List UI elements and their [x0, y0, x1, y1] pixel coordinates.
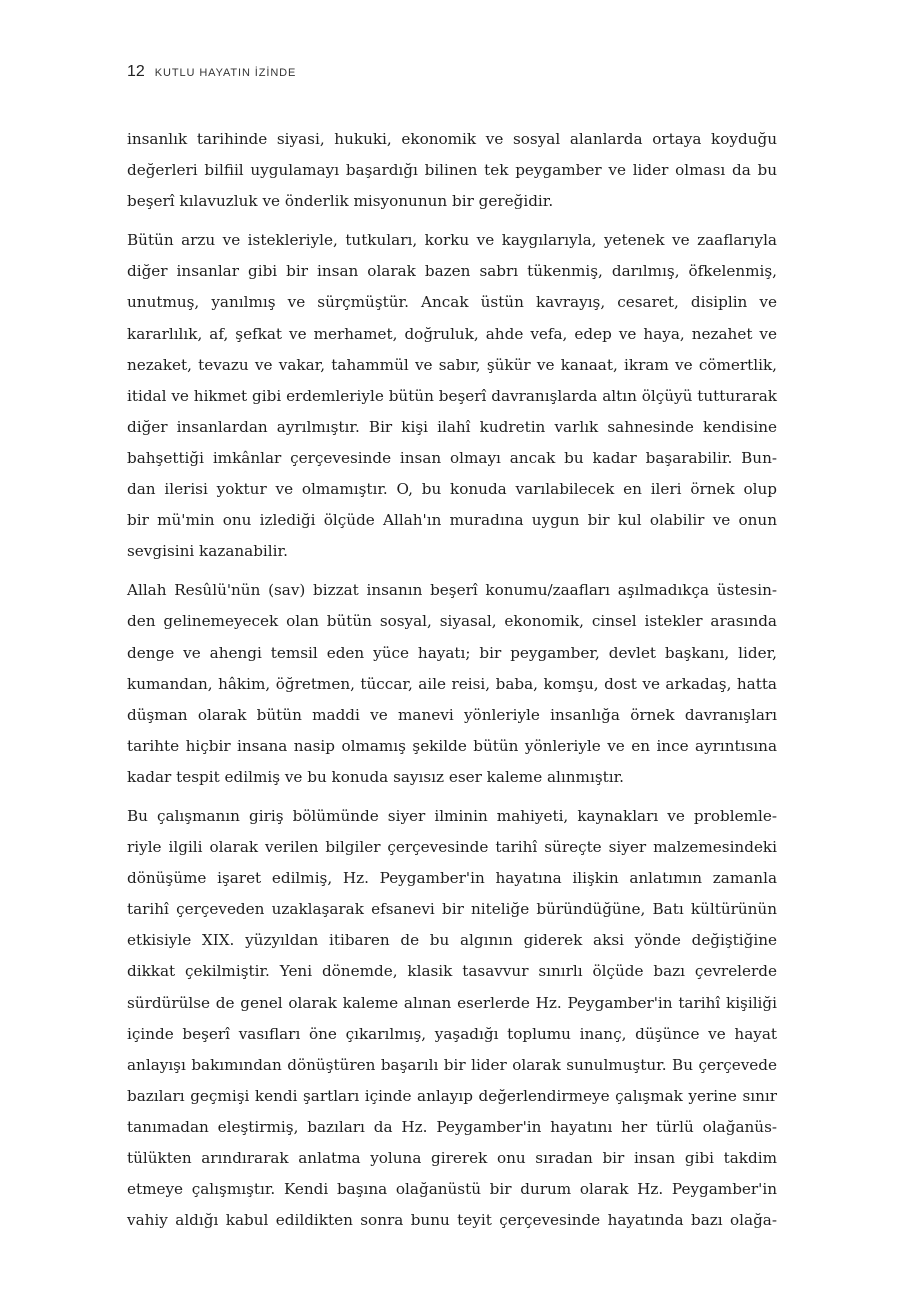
text-line: Bütün arzu ve istekleriyle, tutkuları, korku ve kaygılarıyla, yetenek ve zaaflarıyla — [127, 231, 777, 250]
text-line: etkisiyle XIX. yüzyıldan itibaren de bu algının giderek aksi yönde değiştiğine — [127, 931, 777, 950]
paragraph — [127, 801, 777, 1236]
text-line: unutmuş, yanılmış ve sürçmüştür. Ancak üstün kavrayış, cesaret, disiplin ve — [127, 293, 777, 312]
text-line: insanlık tarihinde siyasi, hukuki, ekonomik ve sosyal alanlarda ortaya koyduğu — [127, 130, 777, 148]
text-line: dan ilerisi yoktur ve olmamıştır. O, bu konuda varılabilecek en ileri örnek olup — [127, 480, 777, 499]
text-line: tarihî çerçeveden uzaklaşarak efsanevi bir niteliğe büründüğüne, Batı kültürünün — [127, 900, 777, 919]
text-line: den gelinemeyecek olan bütün sosyal, siyasal, ekonomik, cinsel istekler arasında — [127, 612, 777, 631]
text-line: kararlılık, af, şefkat ve merhamet, doğruluk, ahde vefa, edep ve haya, nezahet ve — [127, 324, 777, 343]
text-line: diğer insanlardan ayrılmıştır. Bir kişi ilahî kudretin varlık sahnesinde kendisine — [127, 417, 777, 436]
text-line: diğer insanlar gibi bir insan olarak bazen sabrı tükenmiş, darılmış, öfkelenmiş, — [127, 262, 777, 281]
text-line: Allah Resûlü'nün (sav) bizzat insanın beşerî konumu/zaafları aşılmadıkça üstesin- — [127, 581, 777, 600]
text-line: vahiy aldığı kabul edildikten sonra bunu teyit çerçevesinde hayatında bazı olağa- — [127, 1211, 777, 1230]
text-line: nezaket, tevazu ve vakar, tahammül ve sabır, şükür ve kanaat, ikram ve cömertlik, — [127, 355, 777, 374]
text-line: beşerî kılavuzluk ve önderlik misyonunun bir gereğidir. — [127, 192, 554, 211]
text-line: bir mü'min onu izlediği ölçüde Allah'ın muradına uygun bir kul olabilir ve onun — [127, 511, 777, 530]
text-line: sürdürülse de genel olarak kaleme alınan eserlerde Hz. Peygamber'in tarihî kişiliği — [127, 993, 777, 1012]
text-line: anlayışı bakımından dönüştüren başarılı bir lider olarak sunulmuştur. Bu çerçevede — [127, 1055, 777, 1074]
text-line: değerleri bilfiil uygulamayı başardığı bilinen tek peygamber ve lider olması da bu — [127, 161, 777, 180]
paragraph — [127, 575, 777, 793]
paragraph — [127, 225, 777, 567]
page-number: 12 — [127, 63, 145, 80]
text-line: içinde beşerî vasıfları öne çıkarılmış, yaşadığı toplumu inanç, düşünce ve hayat — [127, 1024, 777, 1043]
text-line: denge ve ahengi temsil eden yüce hayatı; bir peygamber, devlet başkanı, lider, — [127, 643, 777, 662]
text-line: kumandan, hâkim, öğretmen, tüccar, aile reisi, baba, komşu, dost ve arkadaş, hatta — [127, 674, 777, 693]
body-text — [127, 124, 777, 1244]
paragraph — [127, 124, 777, 217]
text-line: dikkat çekilmiştir. Yeni dönemde, klasik tasavvur sınırlı ölçüde bazı çevrelerde — [127, 962, 777, 981]
text-line: tülükten arındırarak anlatma yoluna girerek onu sıradan bir insan gibi takdim — [127, 1149, 777, 1167]
text-line: etmeye çalışmıştır. Kendi başına olağanüstü bir durum olarak Hz. Peygamber'in — [127, 1180, 777, 1199]
text-line: Bu çalışmanın giriş bölümünde siyer ilminin mahiyeti, kaynakları ve problemle- — [127, 806, 777, 825]
text-line: düşman olarak bütün maddi ve manevi yönleriyle insanlığa örnek davranışları — [127, 705, 777, 724]
text-line: bahşettiği imkânlar çerçevesinde insan olmayı ancak bu kadar başarabilir. Bun- — [127, 448, 777, 467]
text-line: kadar tespit edilmiş ve bu konuda sayısız eser kaleme alınmıştır. — [127, 767, 624, 786]
text-line: tanımadan eleştirmiş, bazıları da Hz. Peygamber'in hayatını her türlü olağanüs- — [127, 1117, 777, 1136]
text-line: itidal ve hikmet gibi erdemleriyle bütün beşerî davranışlarda altın ölçüyü tutturarak — [127, 386, 777, 405]
text-line: bazıları geçmişi kendi şartları içinde anlayıp değerlendirmeye çalışmak yerine sınır — [127, 1086, 777, 1105]
text-line: riyle ilgili olarak verilen bilgiler çerçevesinde tarihî süreçte siyer malzemesindeki — [127, 838, 777, 857]
text-line: sevgisini kazanabilir. — [127, 542, 288, 561]
book-title: KUTLU HAYATIN İZİNDE — [154, 67, 297, 79]
running-head — [127, 63, 296, 81]
text-line: dönüşüme işaret edilmiş, Hz. Peygamber'in hayatına ilişkin anlatımın zamanla — [127, 869, 777, 888]
text-line: tarihte hiçbir insana nasip olmamış şekilde bütün yönleriyle ve en ince ayrıntısına — [127, 736, 777, 755]
